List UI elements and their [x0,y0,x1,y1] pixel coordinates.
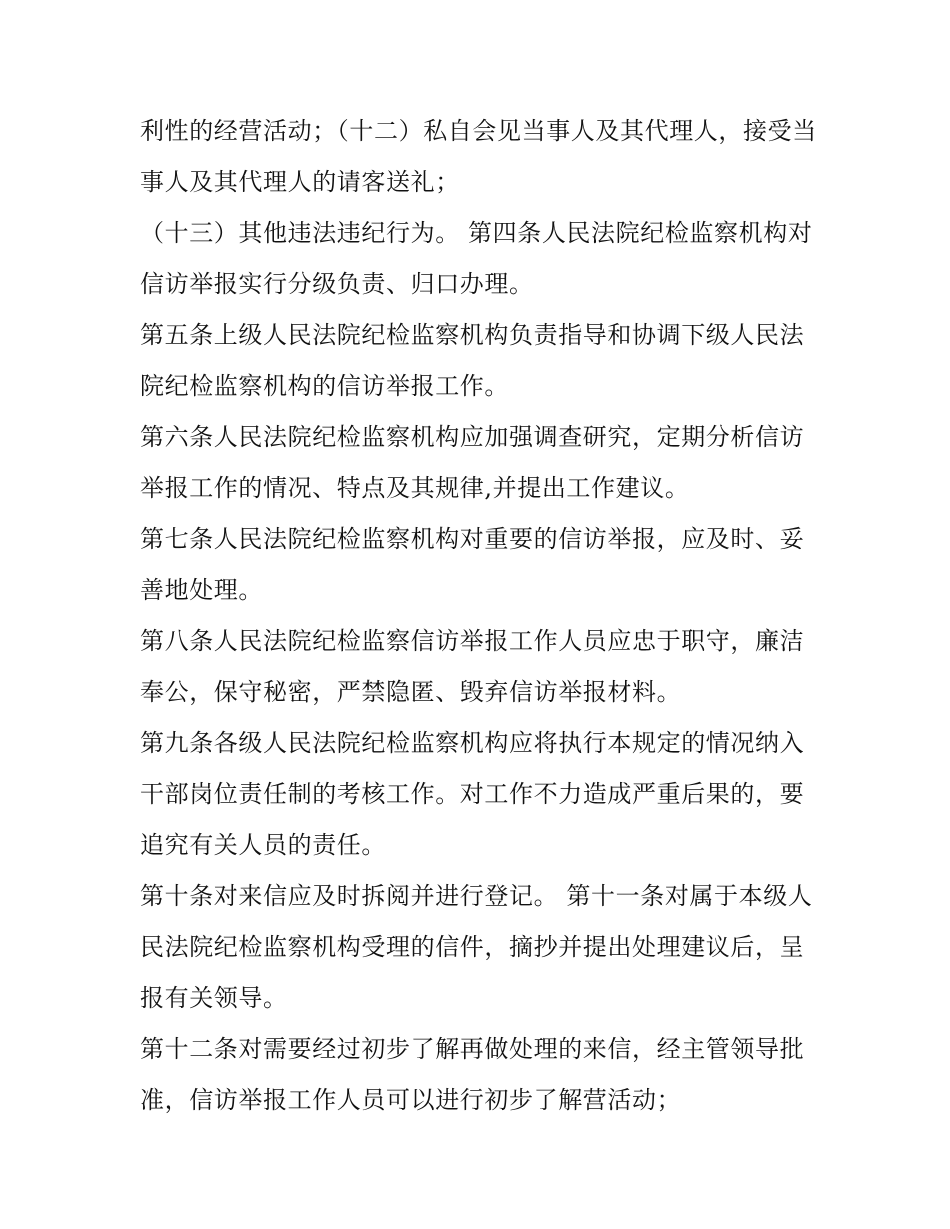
paragraph-3: 第五条上级人民法院纪检监察机构负责指导和协调下级人民法院纪检监察机构的信访举报工作。 [140,321,805,400]
document-body [140,106,820,1126]
paragraph-1: 利性的经营活动；（十二）私自会见当事人及其代理人，接受当事人及其代理人的请客送礼； [140,117,817,196]
paragraph-7: 第九条各级人民法院纪检监察机构应将执行本规定的情况纳入干部岗位责任制的考核工作。对工作不力造成严重后果的，要追究有关人员的责任。 [140,729,805,859]
paragraph-4: 第六条人民法院纪检监察机构应加强调查研究，定期分析信访举报工作的情况、特点及其规律,并提出工作建议。 [140,423,805,502]
paragraph-2: （十三）其他违法违纪行为。 第四条人民法院纪检监察机构对信访举报实行分级负责、归口办理。 [140,219,813,298]
paragraph-8: 第十条对来信应及时拆阅并进行登记。 第十一条对属于本级人民法院纪检监察机构受理的信件，摘抄并提出处理建议后，呈报有关领导。 [140,882,813,1012]
paragraph-9: 第十二条对需要经过初步了解再做处理的来信，经主管领导批准，信访举报工作人员可以进行初步了解营活动； [140,1035,805,1114]
paragraph-6: 第八条人民法院纪检监察信访举报工作人员应忠于职守，廉洁奉公，保守秘密，严禁隐匿、毁弃信访举报材料。 [140,627,805,706]
paragraph-5: 第七条人民法院纪检监察机构对重要的信访举报，应及时、妥善地处理。 [140,525,805,604]
